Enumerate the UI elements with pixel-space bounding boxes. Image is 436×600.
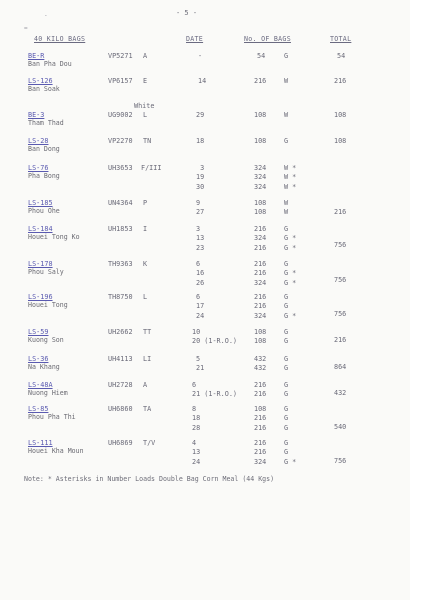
- site-name: Ban Pha Dou: [28, 60, 72, 68]
- site-name: Phou Saly: [28, 268, 64, 276]
- site-code: LS-28: [28, 137, 49, 145]
- bag-types: W: [284, 77, 289, 85]
- site-name: Tham Thad: [28, 119, 64, 127]
- header-date: DATE: [186, 35, 204, 43]
- site-code: BE-R: [28, 52, 45, 60]
- bag-types: G G G: [284, 405, 289, 432]
- site-name: Houei Kha Moun: [28, 447, 84, 455]
- aircraft-code: T/V: [143, 439, 156, 447]
- row-total: 216: [334, 208, 347, 216]
- bag-note: White: [134, 102, 155, 110]
- site-code: LS-48A: [28, 381, 53, 389]
- flight-number: UH2728: [108, 381, 133, 389]
- row-total: 108: [334, 111, 347, 119]
- aircraft-code: F/III: [141, 164, 162, 172]
- bag-counts: 108: [254, 137, 267, 145]
- bag-counts: 216: [254, 77, 267, 85]
- site-code: LS-185: [28, 199, 53, 207]
- drop-dates: -: [198, 52, 203, 60]
- flight-number: UG9002: [108, 111, 133, 119]
- site-name: Pha Bong: [28, 172, 60, 180]
- site-code: BE-3: [28, 111, 45, 119]
- flight-number: UH6860: [108, 405, 133, 413]
- aircraft-code: E: [143, 77, 148, 85]
- row-total: 756: [334, 457, 347, 465]
- site-code: LS-85: [28, 405, 49, 413]
- drop-dates: 29: [196, 111, 205, 119]
- bag-types: G G G *: [284, 439, 297, 466]
- drop-dates: 4 13 24: [192, 439, 201, 466]
- site-name: Na Khang: [28, 363, 60, 371]
- aircraft-code: K: [143, 260, 148, 268]
- bag-types: W: [284, 111, 289, 119]
- bag-counts: 108 108: [254, 199, 267, 217]
- flight-number: UH3653: [108, 164, 133, 172]
- site-code: LS-36: [28, 355, 49, 363]
- page-mark: -: [44, 12, 48, 19]
- bag-counts: 216 324 216: [254, 225, 267, 252]
- aircraft-code: TT: [143, 328, 152, 336]
- footnote: Note: * Asterisks in Number Loads Double Bag Corn Meal (44 Kgs): [24, 475, 275, 483]
- aircraft-code: P: [143, 199, 148, 207]
- row-total: 864: [334, 363, 347, 371]
- flight-number: UH6869: [108, 439, 133, 447]
- bag-types: G G: [284, 355, 289, 373]
- row-total: 216: [334, 77, 347, 85]
- site-name: Phou Pha Thi: [28, 413, 76, 421]
- row-total: 216: [334, 336, 347, 344]
- site-code: LS-178: [28, 260, 53, 268]
- bag-counts: 216 216 324: [254, 439, 267, 466]
- aircraft-code: L: [143, 111, 148, 119]
- row-total: 54: [337, 52, 346, 60]
- header-no-bags: No. OF BAGS: [244, 35, 291, 43]
- bag-types: G G: [284, 328, 289, 346]
- bag-types: G G * G *: [284, 225, 297, 252]
- flight-number: UH1853: [108, 225, 133, 233]
- bag-counts: 108 108: [254, 328, 267, 346]
- site-code: LS-126: [28, 77, 53, 85]
- bag-types: G: [284, 137, 289, 145]
- row-total: 540: [334, 423, 347, 431]
- flight-number: TH9363: [108, 260, 133, 268]
- flight-number: VP6157: [108, 77, 133, 85]
- drop-dates: 3 19 30: [196, 164, 205, 191]
- aircraft-code: A: [143, 52, 148, 60]
- row-total: 432: [334, 389, 347, 397]
- bag-counts: 108: [254, 111, 267, 119]
- drop-dates: 3 13 23: [196, 225, 205, 252]
- row-total: 756: [334, 276, 347, 284]
- bag-types: G: [284, 52, 289, 60]
- flight-number: VP2270: [108, 137, 133, 145]
- flight-number: VP5271: [108, 52, 133, 60]
- drop-dates: 6 17 24: [196, 293, 205, 320]
- site-name: Kuong Son: [28, 336, 64, 344]
- aircraft-code: L: [143, 293, 148, 301]
- bag-counts: 216 216: [254, 381, 267, 399]
- flight-number: TH8750: [108, 293, 133, 301]
- bag-types: W * W * W *: [284, 164, 297, 191]
- bag-types: W W: [284, 199, 289, 217]
- drop-dates: 5 21: [196, 355, 205, 373]
- bag-types: G G G *: [284, 293, 297, 320]
- bag-counts: 108 216 216: [254, 405, 267, 432]
- site-name: Houei Tong: [28, 301, 68, 309]
- page-number: - 5 -: [176, 9, 198, 17]
- site-name: Ban Dong: [28, 145, 60, 153]
- flight-number: UN4364: [108, 199, 133, 207]
- bag-types: G G * G *: [284, 260, 297, 287]
- site-code: LS-196: [28, 293, 53, 301]
- site-code: LS-184: [28, 225, 53, 233]
- site-name: Houei Tong Ko: [28, 233, 80, 241]
- row-total: 108: [334, 137, 347, 145]
- drop-dates: 9 27: [196, 199, 205, 217]
- aircraft-code: TN: [143, 137, 152, 145]
- site-code: LS-76: [28, 164, 49, 172]
- aircraft-code: TA: [143, 405, 152, 413]
- site-name: Nuong Hiem: [28, 389, 68, 397]
- bag-counts: 216 216 324: [254, 260, 267, 287]
- site-name: Phou Ohe: [28, 207, 60, 215]
- flight-number: UH4113: [108, 355, 133, 363]
- header-bags: 40 KILO BAGS: [34, 35, 86, 43]
- drop-dates: 6 16 26: [196, 260, 205, 287]
- site-code: LS-111: [28, 439, 53, 447]
- drop-dates: 6 21 (1-R.O.): [192, 381, 238, 399]
- flight-number: UH2662: [108, 328, 133, 336]
- aircraft-code: I: [143, 225, 148, 233]
- site-code: LS-59: [28, 328, 49, 336]
- row-total: 756: [334, 241, 347, 249]
- aircraft-code: A: [143, 381, 148, 389]
- site-name: Ban Soak: [28, 85, 60, 93]
- aircraft-code: LI: [143, 355, 152, 363]
- bag-counts: 216 216 324: [254, 293, 267, 320]
- page-mark: =: [24, 25, 28, 32]
- bag-counts: 54: [257, 52, 266, 60]
- drop-dates: 18: [196, 137, 205, 145]
- drop-dates: 8 18 28: [192, 405, 201, 432]
- bag-types: G G: [284, 381, 289, 399]
- header-total: TOTAL: [330, 35, 352, 43]
- bag-counts: 324 324 324: [254, 164, 267, 191]
- row-total: 756: [334, 310, 347, 318]
- drop-dates: 14: [198, 77, 207, 85]
- drop-dates: 10 20 (1-R.O.): [192, 328, 238, 346]
- bag-counts: 432 432: [254, 355, 267, 373]
